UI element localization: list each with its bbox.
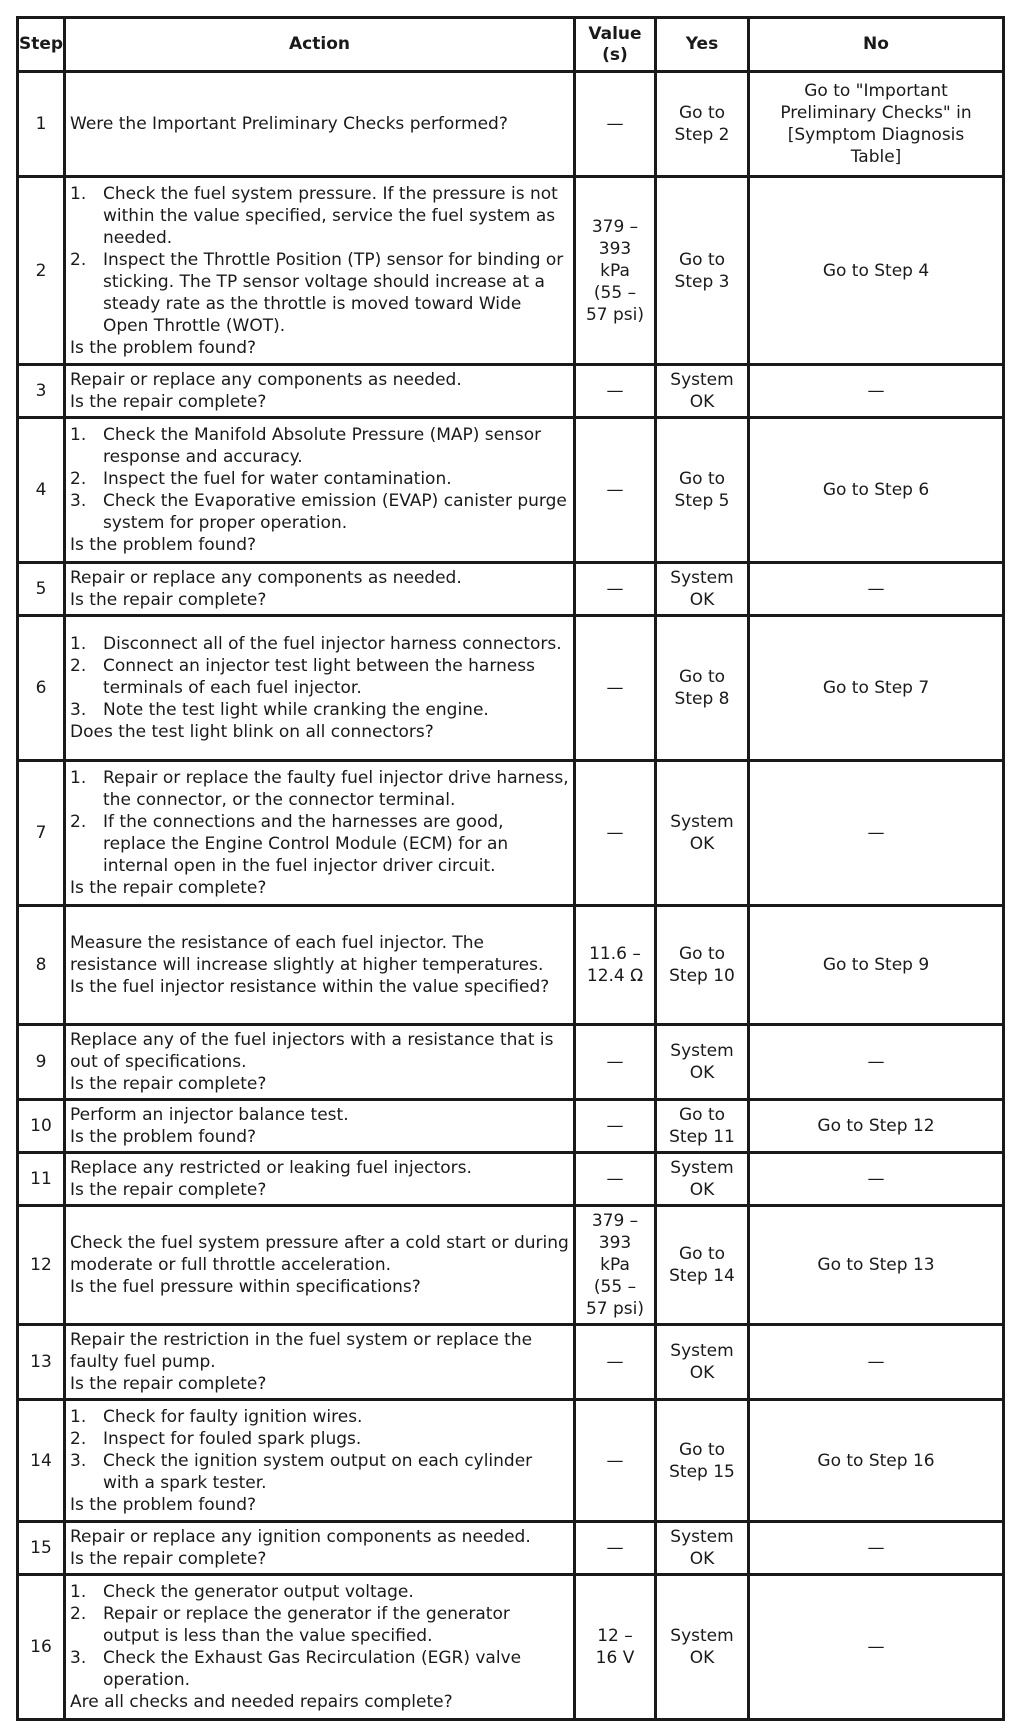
list-item — [70, 490, 570, 534]
step-number: 16 — [18, 1575, 65, 1720]
list-item — [70, 468, 570, 490]
action-intro: Repair the restriction in the fuel system or replace the faulty fuel pump. — [70, 1330, 533, 1372]
table-row — [18, 1400, 1004, 1522]
action-cell — [65, 616, 575, 761]
header-yes: Yes — [656, 18, 749, 72]
action-question: Is the problem found? — [70, 1127, 257, 1147]
no-cell: — — [749, 1025, 1004, 1100]
list-item — [70, 424, 570, 468]
table-row — [18, 177, 1004, 365]
yes-cell: Go to Step 10 — [656, 906, 749, 1025]
table-row — [18, 72, 1004, 177]
yes-cell: Go to Step 8 — [656, 616, 749, 761]
table-row — [18, 1575, 1004, 1720]
step-number: 15 — [18, 1522, 65, 1575]
action-intro: Check the fuel system pressure after a cold start or during moderate or full throttle acceleration. — [70, 1233, 569, 1275]
value-cell: — — [575, 365, 656, 418]
action-question: Is the repair complete? — [70, 1074, 267, 1094]
list-item — [70, 1450, 570, 1494]
action-question: Are all checks and needed repairs complete? — [70, 1692, 453, 1712]
list-item — [70, 183, 570, 249]
value-cell: — — [575, 1325, 656, 1400]
step-number: 3 — [18, 365, 65, 418]
list-item — [70, 811, 570, 877]
list-item-number: 1. — [70, 425, 87, 445]
list-item-number: 1. — [70, 1582, 87, 1602]
value-cell: — — [575, 1025, 656, 1100]
step-number: 8 — [18, 906, 65, 1025]
action-intro: Repair or replace any ignition components as needed. — [70, 1527, 531, 1547]
action-steps-list — [70, 183, 570, 337]
header-no: No — [749, 18, 1004, 72]
list-item-number: 2. — [70, 249, 87, 270]
list-item — [70, 699, 570, 721]
no-cell: Go to Step 9 — [749, 906, 1004, 1025]
list-item-text: Repair or replace the faulty fuel injector drive harness, the connector, or the connector terminal. — [103, 768, 569, 810]
action-cell — [65, 1522, 575, 1575]
action-question: Is the fuel injector resistance within the value specified? — [70, 977, 550, 997]
action-question: Is the problem found? — [70, 1494, 257, 1515]
step-number: 12 — [18, 1206, 65, 1325]
list-item-number: 2. — [70, 1604, 87, 1624]
yes-cell: System OK — [656, 563, 749, 616]
list-item-number: 2. — [70, 812, 87, 832]
value-cell: — — [575, 1100, 656, 1153]
action-cell — [65, 1100, 575, 1153]
action-cell — [65, 1153, 575, 1206]
action-cell — [65, 1025, 575, 1100]
value-cell: 379 – 393 kPa (55 – 57 psi) — [575, 1206, 656, 1325]
diagnostic-table — [16, 16, 1005, 1721]
list-item — [70, 249, 570, 337]
list-item — [70, 1406, 570, 1428]
list-item-number: 1. — [70, 183, 87, 204]
list-item-number: 2. — [70, 1428, 87, 1449]
step-number: 9 — [18, 1025, 65, 1100]
no-cell: Go to Step 13 — [749, 1206, 1004, 1325]
action-cell — [65, 906, 575, 1025]
header-row — [18, 18, 1004, 72]
action-question: Is the problem found? — [70, 535, 257, 555]
action-intro: Repair or replace any components as needed. — [70, 370, 462, 390]
list-item-number: 1. — [70, 634, 87, 654]
value-cell: 12 – 16 V — [575, 1575, 656, 1720]
no-cell: — — [749, 761, 1004, 906]
table-row — [18, 1153, 1004, 1206]
list-item-number: 2. — [70, 469, 87, 489]
action-intro: Replace any restricted or leaking fuel injectors. — [70, 1158, 472, 1178]
value-cell: — — [575, 761, 656, 906]
step-number: 5 — [18, 563, 65, 616]
action-question: Is the fuel pressure within specifications? — [70, 1277, 421, 1297]
table-row — [18, 365, 1004, 418]
no-cell: — — [749, 1325, 1004, 1400]
value-cell: — — [575, 1153, 656, 1206]
step-number: 6 — [18, 616, 65, 761]
list-item-text: Disconnect all of the fuel injector harness connectors. — [103, 634, 562, 654]
list-item-number: 1. — [70, 768, 87, 788]
value-cell: — — [575, 1400, 656, 1522]
action-question: Is the repair complete? — [70, 590, 267, 610]
list-item-number: 3. — [70, 1450, 87, 1471]
step-number: 13 — [18, 1325, 65, 1400]
value-cell: — — [575, 616, 656, 761]
action-steps-list — [70, 633, 570, 721]
list-item — [70, 1581, 570, 1603]
table-row — [18, 1325, 1004, 1400]
no-cell: Go to Step 4 — [749, 177, 1004, 365]
list-item-text: Check the generator output voltage. — [103, 1582, 414, 1602]
action-steps-list — [70, 1581, 570, 1691]
table-row — [18, 418, 1004, 563]
list-item-number: 3. — [70, 491, 87, 511]
yes-cell: System OK — [656, 1325, 749, 1400]
list-item — [70, 1603, 570, 1647]
yes-cell: Go to Step 2 — [656, 72, 749, 177]
action-cell — [65, 1325, 575, 1400]
step-number: 1 — [18, 72, 65, 177]
list-item-number: 2. — [70, 656, 87, 676]
action-intro: Perform an injector balance test. — [70, 1105, 349, 1125]
yes-cell: Go to Step 15 — [656, 1400, 749, 1522]
yes-cell: System OK — [656, 1522, 749, 1575]
step-number: 7 — [18, 761, 65, 906]
action-question: Is the repair complete? — [70, 878, 267, 898]
table-row — [18, 616, 1004, 761]
list-item-text: Inspect the fuel for water contamination. — [103, 469, 452, 489]
value-cell: 379 – 393 kPa (55 – 57 psi) — [575, 177, 656, 365]
action-intro: Replace any of the fuel injectors with a resistance that is out of specifications. — [70, 1030, 554, 1072]
action-cell — [65, 72, 575, 177]
table-row — [18, 1206, 1004, 1325]
no-cell: — — [749, 1153, 1004, 1206]
action-steps-list — [70, 1406, 570, 1494]
step-number: 14 — [18, 1400, 65, 1522]
no-cell: Go to Step 12 — [749, 1100, 1004, 1153]
yes-cell: System OK — [656, 1025, 749, 1100]
list-item-text: Note the test light while cranking the engine. — [103, 700, 489, 720]
action-steps-list — [70, 424, 570, 534]
table-row — [18, 1100, 1004, 1153]
list-item — [70, 655, 570, 699]
list-item-number: 1. — [70, 1406, 87, 1427]
value-cell: — — [575, 563, 656, 616]
no-cell: Go to Step 7 — [749, 616, 1004, 761]
action-question: Is the repair complete? — [70, 1180, 267, 1200]
list-item-text: Inspect for fouled spark plugs. — [103, 1428, 362, 1449]
list-item-text: Check the Manifold Absolute Pressure (MAP) sensor response and accuracy. — [103, 425, 542, 467]
step-number: 11 — [18, 1153, 65, 1206]
value-cell: 11.6 – 12.4 Ω — [575, 906, 656, 1025]
table-row — [18, 761, 1004, 906]
list-item — [70, 767, 570, 811]
yes-cell: System OK — [656, 365, 749, 418]
step-number: 10 — [18, 1100, 65, 1153]
list-item-text: Check for faulty ignition wires. — [103, 1406, 363, 1427]
action-cell — [65, 1575, 575, 1720]
action-cell — [65, 761, 575, 906]
value-cell: — — [575, 72, 656, 177]
table-row — [18, 1025, 1004, 1100]
yes-cell: Go to Step 5 — [656, 418, 749, 563]
yes-cell: System OK — [656, 1575, 749, 1720]
list-item-text: Check the ignition system output on each cylinder with a spark tester. — [103, 1450, 533, 1493]
list-item-text: Connect an injector test light between the harness terminals of each fuel injector. — [103, 656, 535, 698]
header-action: Action — [65, 18, 575, 72]
list-item-text: Check the fuel system pressure. If the pressure is not within the value specified, service the fuel system as needed. — [103, 183, 558, 248]
action-cell — [65, 418, 575, 563]
action-cell — [65, 177, 575, 365]
list-item — [70, 1428, 570, 1450]
action-question: Were the Important Preliminary Checks performed? — [70, 114, 508, 134]
action-intro: Repair or replace any components as needed. — [70, 568, 462, 588]
yes-cell: System OK — [656, 761, 749, 906]
list-item-number: 3. — [70, 700, 87, 720]
table-row — [18, 906, 1004, 1025]
action-intro: Measure the resistance of each fuel injector. The resistance will increase slightly at higher temperatures. — [70, 933, 544, 975]
step-number: 2 — [18, 177, 65, 365]
action-question: Is the repair complete? — [70, 1374, 267, 1394]
no-cell: Go to Step 16 — [749, 1400, 1004, 1522]
action-cell — [65, 1400, 575, 1522]
list-item-text: Repair or replace the generator if the generator output is less than the value specified. — [103, 1604, 510, 1646]
list-item — [70, 1647, 570, 1691]
value-cell: — — [575, 418, 656, 563]
action-question: Is the repair complete? — [70, 392, 267, 412]
yes-cell: System OK — [656, 1153, 749, 1206]
no-cell: Go to Step 6 — [749, 418, 1004, 563]
table-body — [18, 72, 1004, 1720]
action-question: Is the problem found? — [70, 337, 257, 358]
action-question: Is the repair complete? — [70, 1549, 267, 1569]
table-row — [18, 1522, 1004, 1575]
action-cell — [65, 563, 575, 616]
step-number: 4 — [18, 418, 65, 563]
list-item-text: Inspect the Throttle Position (TP) sensor for binding or sticking. The TP sensor voltage should increase at a steady rate as the throttle is moved toward Wide Open Throttle (WOT). — [103, 249, 564, 336]
no-cell: Go to "Important Preliminary Checks" in [Symptom Diagnosis Table] — [749, 72, 1004, 177]
value-cell: — — [575, 1522, 656, 1575]
list-item-text: Check the Evaporative emission (EVAP) canister purge system for proper operation. — [103, 491, 567, 533]
header-step: Step — [18, 18, 65, 72]
yes-cell: Go to Step 11 — [656, 1100, 749, 1153]
list-item — [70, 633, 570, 655]
action-cell — [65, 365, 575, 418]
action-cell — [65, 1206, 575, 1325]
table-row — [18, 563, 1004, 616]
action-steps-list — [70, 767, 570, 877]
action-question: Does the test light blink on all connectors? — [70, 722, 434, 742]
header-value: Value (s) — [575, 18, 656, 72]
no-cell: — — [749, 563, 1004, 616]
no-cell: — — [749, 365, 1004, 418]
no-cell: — — [749, 1575, 1004, 1720]
yes-cell: Go to Step 3 — [656, 177, 749, 365]
yes-cell: Go to Step 14 — [656, 1206, 749, 1325]
list-item-number: 3. — [70, 1648, 87, 1668]
no-cell: — — [749, 1522, 1004, 1575]
list-item-text: Check the Exhaust Gas Recirculation (EGR) valve operation. — [103, 1648, 522, 1690]
list-item-text: If the connections and the harnesses are good, replace the Engine Control Module (ECM) for an internal open in the fuel injector driver circuit. — [103, 812, 509, 876]
